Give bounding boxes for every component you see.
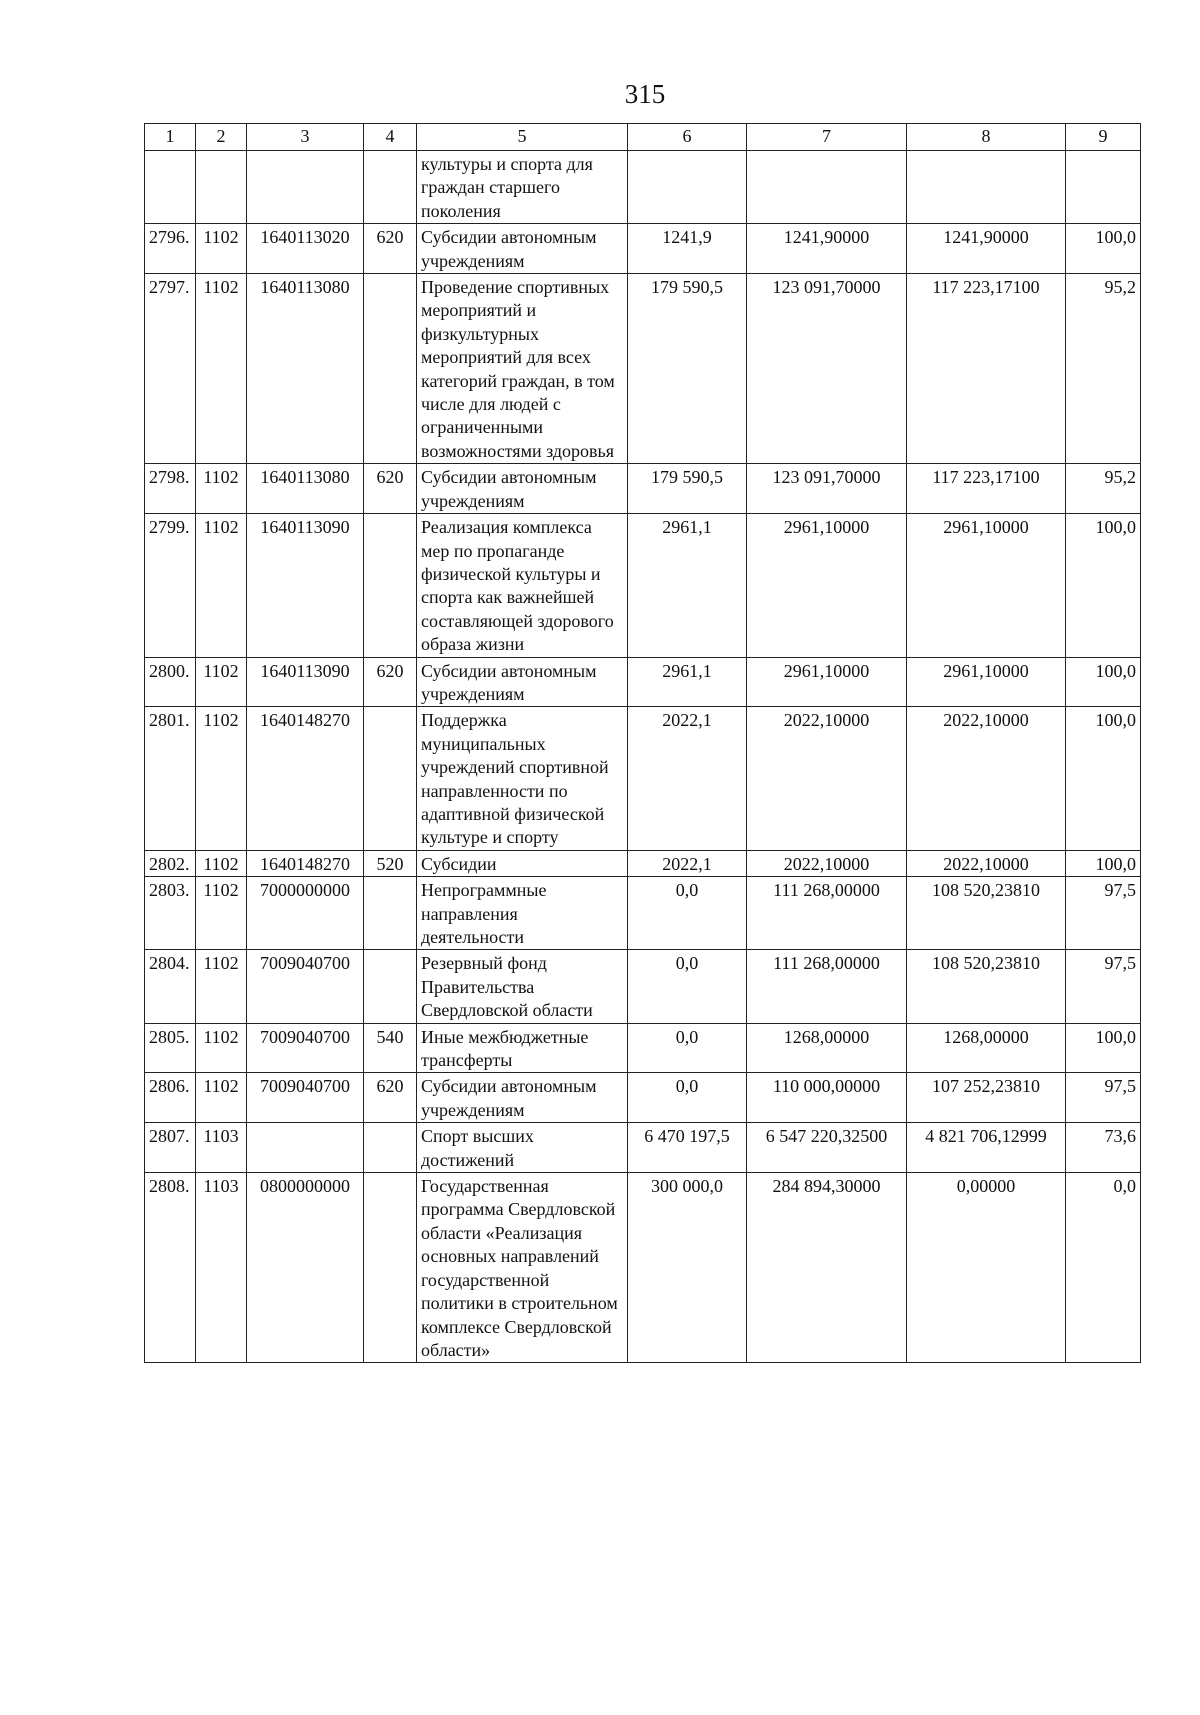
target-article-cell: [247, 1123, 364, 1173]
planned-amount-cell: 300 000,0: [628, 1173, 747, 1363]
description-cell: Государственная программа Свердловской области «Реализация основных направлений государственной политики в строительном комплексе Свердловской области»: [417, 1173, 628, 1363]
row-number-cell: 2803.: [145, 877, 196, 950]
section-code-cell: 1102: [196, 464, 247, 514]
expense-type-cell: [364, 1173, 417, 1363]
table-row: [145, 274, 1141, 464]
executed-amount-cell: 108 520,23810: [907, 877, 1066, 950]
expense-type-cell: [364, 707, 417, 850]
column-header: 6: [628, 124, 747, 151]
row-number-cell: 2799.: [145, 514, 196, 657]
row-number-cell: 2801.: [145, 707, 196, 850]
planned-amount-cell: 0,0: [628, 877, 747, 950]
description-cell: культуры и спорта для граждан старшего поколения: [417, 151, 628, 224]
expense-type-cell: [364, 514, 417, 657]
refined-amount-cell: 123 091,70000: [747, 464, 907, 514]
target-article-cell: [247, 151, 364, 224]
percent-cell: 97,5: [1066, 1073, 1141, 1123]
refined-amount-cell: 284 894,30000: [747, 1173, 907, 1363]
percent-cell: 100,0: [1066, 850, 1141, 876]
description-cell: Резервный фонд Правительства Свердловской области: [417, 950, 628, 1023]
section-code-cell: 1102: [196, 1073, 247, 1123]
description-cell: Субсидии автономным учреждениям: [417, 1073, 628, 1123]
refined-amount-cell: 2961,10000: [747, 514, 907, 657]
column-header: 3: [247, 124, 364, 151]
expense-type-cell: 620: [364, 224, 417, 274]
section-code-cell: 1102: [196, 1023, 247, 1073]
row-number-cell: 2805.: [145, 1023, 196, 1073]
percent-cell: 97,5: [1066, 877, 1141, 950]
executed-amount-cell: 2961,10000: [907, 657, 1066, 707]
column-header: 5: [417, 124, 628, 151]
planned-amount-cell: 179 590,5: [628, 274, 747, 464]
percent-cell: [1066, 151, 1141, 224]
table-row: [145, 850, 1141, 876]
row-number-cell: 2808.: [145, 1173, 196, 1363]
refined-amount-cell: 6 547 220,32500: [747, 1123, 907, 1173]
refined-amount-cell: [747, 151, 907, 224]
percent-cell: 95,2: [1066, 274, 1141, 464]
expense-type-cell: 620: [364, 657, 417, 707]
executed-amount-cell: 117 223,17100: [907, 274, 1066, 464]
refined-amount-cell: 110 000,00000: [747, 1073, 907, 1123]
column-header: 4: [364, 124, 417, 151]
section-code-cell: 1102: [196, 657, 247, 707]
planned-amount-cell: 179 590,5: [628, 464, 747, 514]
column-header: 2: [196, 124, 247, 151]
refined-amount-cell: 1241,90000: [747, 224, 907, 274]
planned-amount-cell: 0,0: [628, 1023, 747, 1073]
description-cell: Иные межбюджетные трансферты: [417, 1023, 628, 1073]
column-header: 9: [1066, 124, 1141, 151]
row-number-cell: 2798.: [145, 464, 196, 514]
target-article-cell: 7000000000: [247, 877, 364, 950]
column-header: 8: [907, 124, 1066, 151]
section-code-cell: 1102: [196, 877, 247, 950]
row-number-cell: 2806.: [145, 1073, 196, 1123]
target-article-cell: 7009040700: [247, 950, 364, 1023]
target-article-cell: 0800000000: [247, 1173, 364, 1363]
header-row: [145, 124, 1141, 151]
percent-cell: 73,6: [1066, 1123, 1141, 1173]
refined-amount-cell: 123 091,70000: [747, 274, 907, 464]
executed-amount-cell: 1241,90000: [907, 224, 1066, 274]
expense-type-cell: [364, 1123, 417, 1173]
section-code-cell: [196, 151, 247, 224]
expense-type-cell: [364, 274, 417, 464]
section-code-cell: 1102: [196, 950, 247, 1023]
table-row: [145, 1023, 1141, 1073]
expense-type-cell: [364, 151, 417, 224]
row-number-cell: 2807.: [145, 1123, 196, 1173]
budget-table: [144, 123, 1141, 1363]
percent-cell: 100,0: [1066, 707, 1141, 850]
description-cell: Субсидии: [417, 850, 628, 876]
column-header: 1: [145, 124, 196, 151]
table-row: [145, 1173, 1141, 1363]
table-row: [145, 1123, 1141, 1173]
target-article-cell: 1640148270: [247, 707, 364, 850]
refined-amount-cell: 2022,10000: [747, 707, 907, 850]
table-row: [145, 464, 1141, 514]
description-cell: Субсидии автономным учреждениям: [417, 464, 628, 514]
target-article-cell: 1640113080: [247, 274, 364, 464]
percent-cell: 100,0: [1066, 224, 1141, 274]
percent-cell: 95,2: [1066, 464, 1141, 514]
planned-amount-cell: 2022,1: [628, 850, 747, 876]
row-number-cell: 2802.: [145, 850, 196, 876]
table-body: [145, 151, 1141, 1363]
description-cell: Спорт высших достижений: [417, 1123, 628, 1173]
target-article-cell: 7009040700: [247, 1023, 364, 1073]
description-cell: Субсидии автономным учреждениям: [417, 224, 628, 274]
planned-amount-cell: 2022,1: [628, 707, 747, 850]
target-article-cell: 1640113090: [247, 514, 364, 657]
target-article-cell: 1640113080: [247, 464, 364, 514]
percent-cell: 100,0: [1066, 657, 1141, 707]
expense-type-cell: 520: [364, 850, 417, 876]
page-number: 315: [624, 79, 666, 109]
description-cell: Реализация комплекса мер по пропаганде физической культуры и спорта как важнейшей составляющей здорового образа жизни: [417, 514, 628, 657]
refined-amount-cell: 111 268,00000: [747, 950, 907, 1023]
expense-type-cell: 620: [364, 1073, 417, 1123]
column-header: 7: [747, 124, 907, 151]
planned-amount-cell: 1241,9: [628, 224, 747, 274]
description-cell: Непрограммные направления деятельности: [417, 877, 628, 950]
planned-amount-cell: 2961,1: [628, 657, 747, 707]
section-code-cell: 1103: [196, 1173, 247, 1363]
target-article-cell: 1640113020: [247, 224, 364, 274]
refined-amount-cell: 1268,00000: [747, 1023, 907, 1073]
executed-amount-cell: 2961,10000: [907, 514, 1066, 657]
section-code-cell: 1102: [196, 224, 247, 274]
executed-amount-cell: 2022,10000: [907, 707, 1066, 850]
executed-amount-cell: 117 223,17100: [907, 464, 1066, 514]
executed-amount-cell: 4 821 706,12999: [907, 1123, 1066, 1173]
executed-amount-cell: [907, 151, 1066, 224]
expense-type-cell: 540: [364, 1023, 417, 1073]
planned-amount-cell: [628, 151, 747, 224]
table-row: [145, 707, 1141, 850]
executed-amount-cell: 0,00000: [907, 1173, 1066, 1363]
executed-amount-cell: 2022,10000: [907, 850, 1066, 876]
planned-amount-cell: 0,0: [628, 950, 747, 1023]
executed-amount-cell: 107 252,23810: [907, 1073, 1066, 1123]
section-code-cell: 1103: [196, 1123, 247, 1173]
section-code-cell: 1102: [196, 514, 247, 657]
section-code-cell: 1102: [196, 850, 247, 876]
expense-type-cell: [364, 877, 417, 950]
percent-cell: 100,0: [1066, 1023, 1141, 1073]
target-article-cell: 1640113090: [247, 657, 364, 707]
description-cell: Поддержка муниципальных учреждений спортивной направленности по адаптивной физической культуре и спорту: [417, 707, 628, 850]
planned-amount-cell: 0,0: [628, 1073, 747, 1123]
description-cell: Проведение спортивных мероприятий и физкультурных мероприятий для всех категорий граждан, в том числе для людей с ограниченными возможностями здоровья: [417, 274, 628, 464]
row-number-cell: [145, 151, 196, 224]
table-row: [145, 151, 1141, 224]
refined-amount-cell: 2961,10000: [747, 657, 907, 707]
refined-amount-cell: 2022,10000: [747, 850, 907, 876]
target-article-cell: 1640148270: [247, 850, 364, 876]
table-row: [145, 877, 1141, 950]
table-row: [145, 514, 1141, 657]
table-row: [145, 1073, 1141, 1123]
table-row: [145, 224, 1141, 274]
target-article-cell: 7009040700: [247, 1073, 364, 1123]
percent-cell: 0,0: [1066, 1173, 1141, 1363]
section-code-cell: 1102: [196, 707, 247, 850]
planned-amount-cell: 6 470 197,5: [628, 1123, 747, 1173]
row-number-cell: 2800.: [145, 657, 196, 707]
executed-amount-cell: 1268,00000: [907, 1023, 1066, 1073]
row-number-cell: 2796.: [145, 224, 196, 274]
executed-amount-cell: 108 520,23810: [907, 950, 1066, 1023]
row-number-cell: 2804.: [145, 950, 196, 1023]
table-row: [145, 657, 1141, 707]
description-cell: Субсидии автономным учреждениям: [417, 657, 628, 707]
percent-cell: 97,5: [1066, 950, 1141, 1023]
percent-cell: 100,0: [1066, 514, 1141, 657]
expense-type-cell: [364, 950, 417, 1023]
planned-amount-cell: 2961,1: [628, 514, 747, 657]
expense-type-cell: 620: [364, 464, 417, 514]
row-number-cell: 2797.: [145, 274, 196, 464]
section-code-cell: 1102: [196, 274, 247, 464]
table-row: [145, 950, 1141, 1023]
refined-amount-cell: 111 268,00000: [747, 877, 907, 950]
